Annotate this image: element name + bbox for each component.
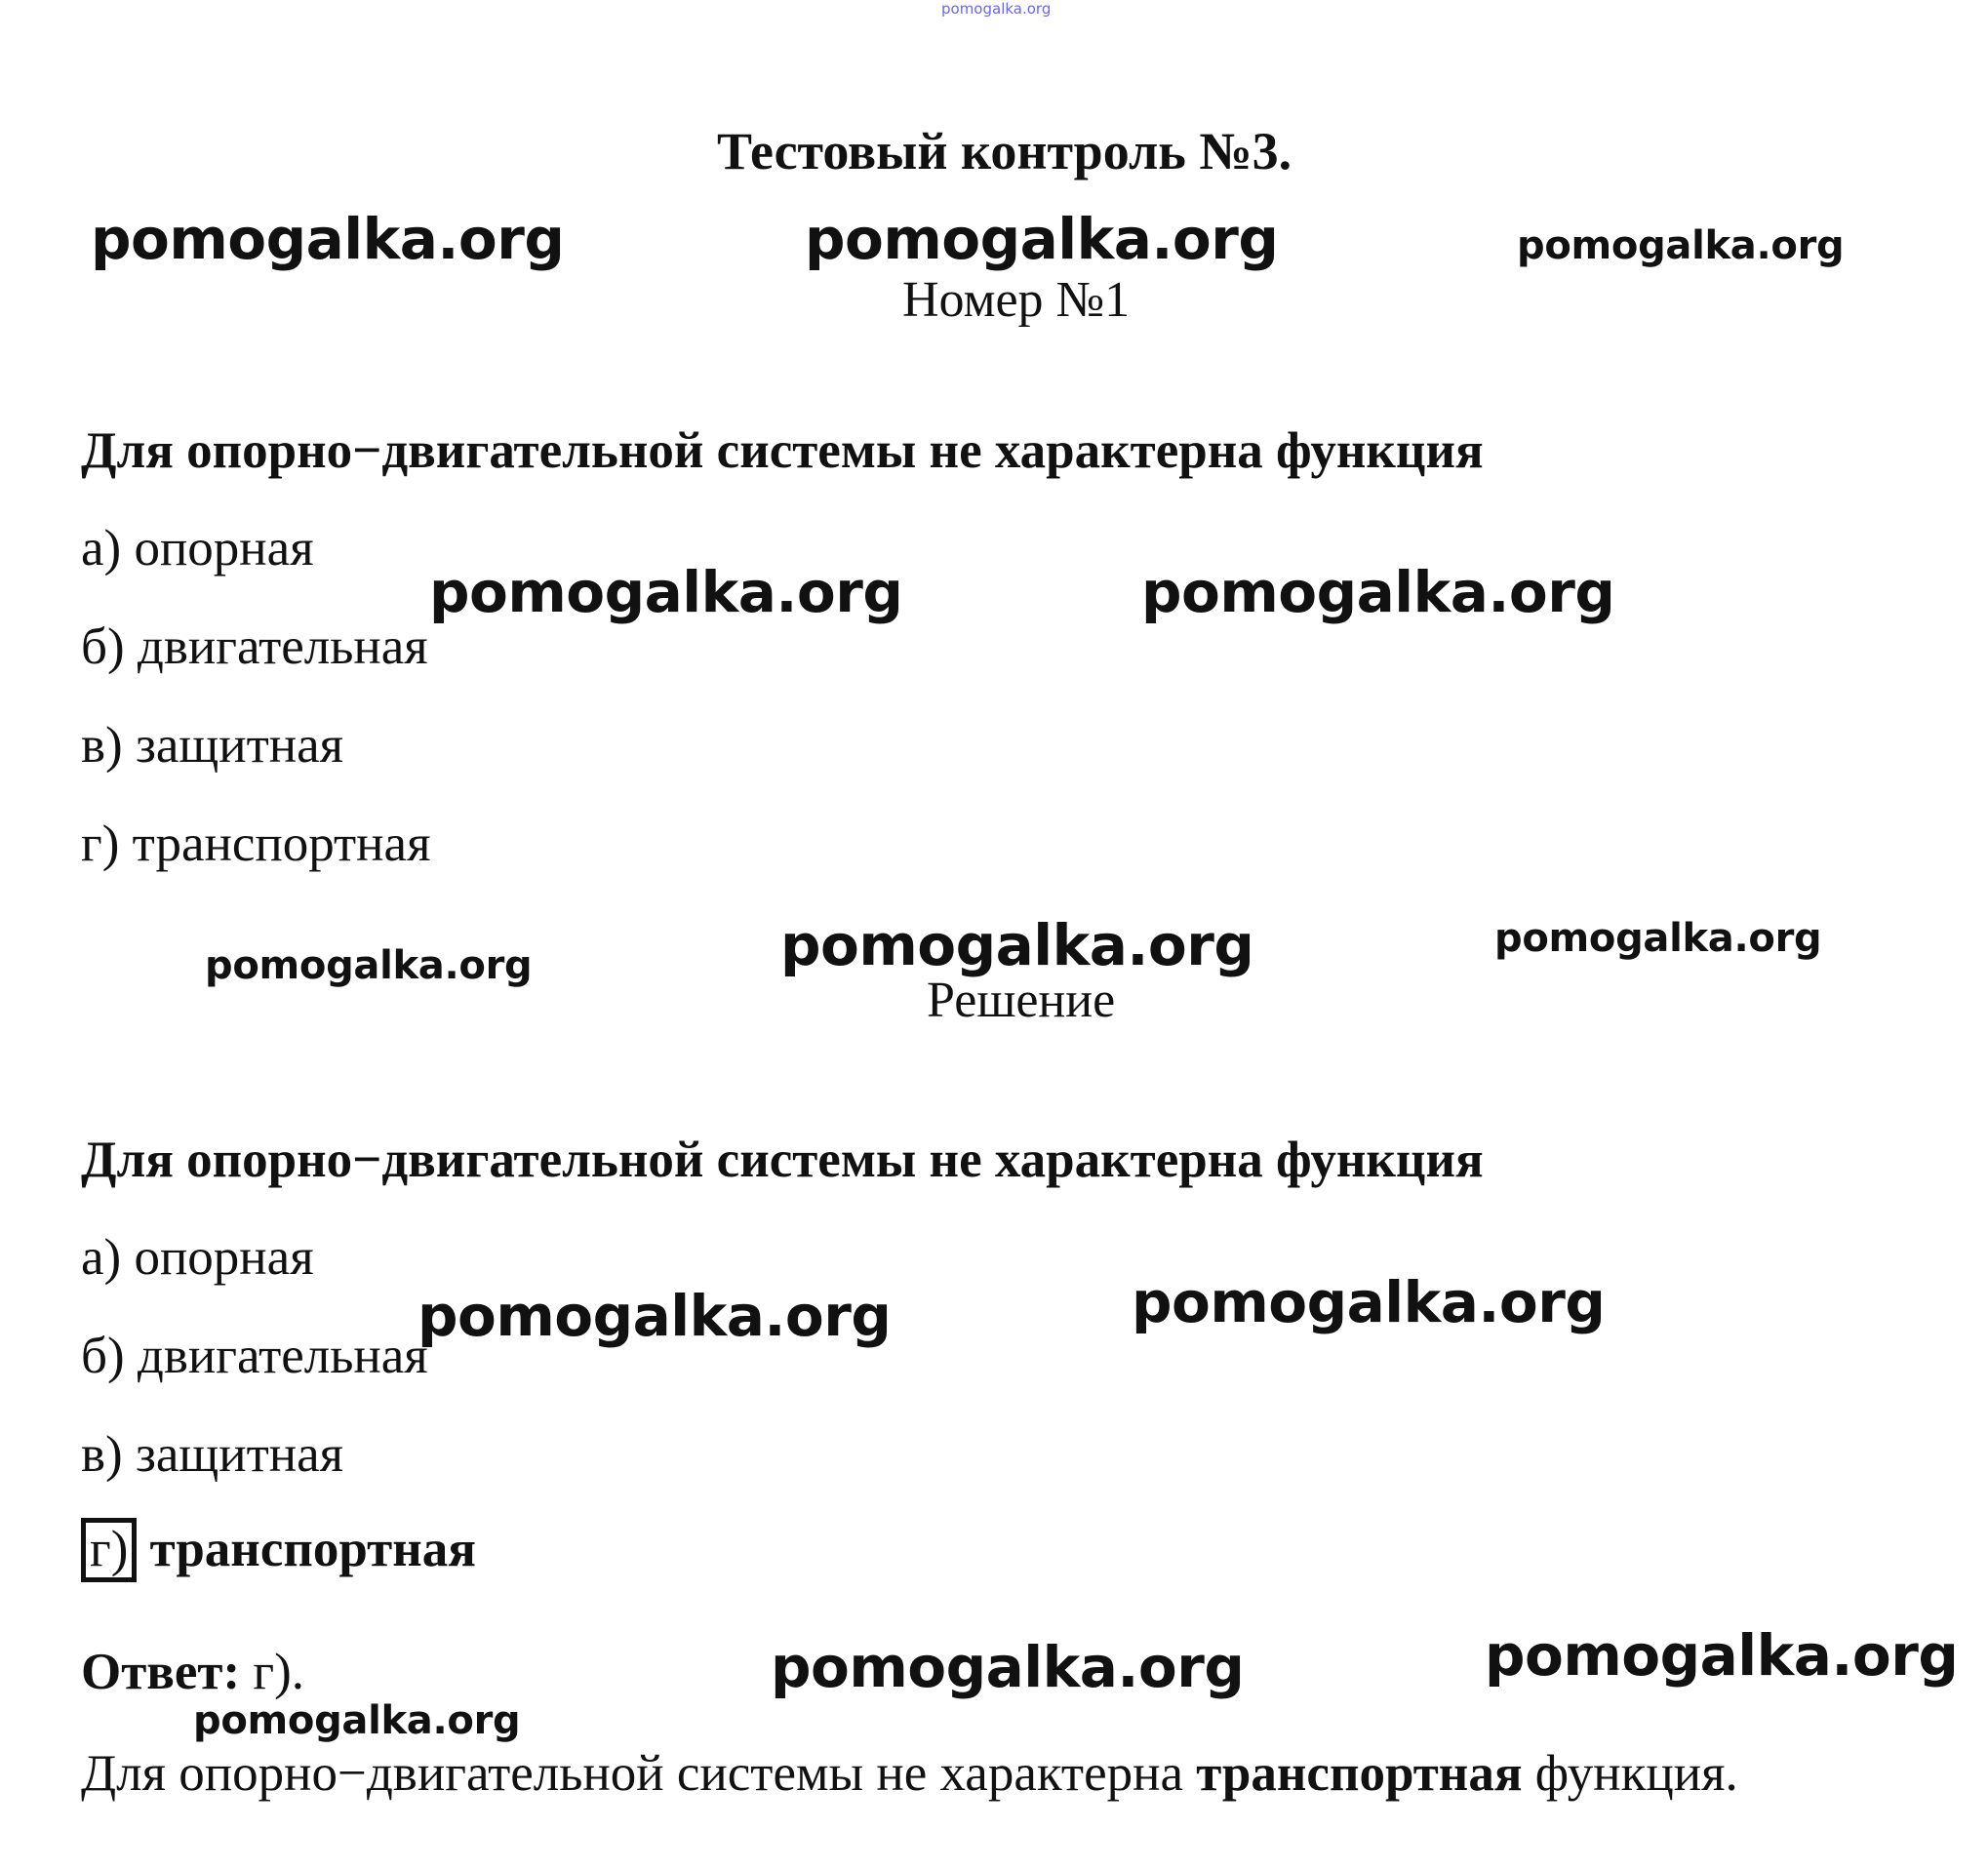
option-letter: г) [81,816,120,872]
page-title: Тестовый контроль №3. [717,122,1292,180]
task-option-d [81,818,430,870]
solution-label: Решение [927,973,1116,1028]
option-text: двигательная [137,618,428,675]
task-option-c [81,717,343,774]
watermark: pomogalka.org [780,912,1254,978]
watermark: pomogalka.org [1517,223,1845,268]
watermark: pomogalka.org [91,206,565,272]
explanation-highlight: транспортная [1196,1745,1523,1802]
watermark: pomogalka.org [805,206,1279,272]
watermark: pomogalka.org [1494,916,1822,961]
option-text: защитная [135,717,343,774]
task-number: Номер №1 [902,272,1131,328]
solution-option-d-selected [81,1518,476,1582]
option-text: опорная [134,520,314,577]
watermark: pomogalka.org [1141,559,1615,625]
watermark: pomogalka.org [417,1283,892,1349]
answer-value: г). [253,1644,304,1700]
watermark: pomogalka.org [193,1698,521,1743]
option-text: двигательная [137,1328,428,1384]
task-option-a [81,520,314,577]
task-option-b [81,618,428,675]
solution-option-a [81,1229,314,1286]
explanation-text-end: функция. [1534,1745,1738,1802]
watermark: pomogalka.org [771,1634,1245,1700]
option-letter: в) [81,1426,123,1483]
explanation-text: Для опорно−двигательной системы не характерна [81,1745,1183,1802]
solution-option-c [81,1426,343,1483]
option-text: защитная [135,1426,343,1483]
option-letter: б) [81,618,125,675]
answer-label: Ответ: [81,1644,241,1700]
option-letter: б) [81,1328,125,1384]
answer-line [81,1644,304,1700]
option-text: транспортная [132,816,431,872]
watermark: pomogalka.org [1485,1622,1959,1689]
explanation [81,1745,1738,1802]
solution-option-b [81,1328,428,1384]
task-question: Для опорно−двигательной системы не характерна функция [81,422,1484,479]
watermark: pomogalka.org [429,559,903,625]
top-watermark: pomogalka.org [941,0,1052,18]
watermark: pomogalka.org [205,943,533,988]
solution-question: Для опорно−двигательной системы не характерна функция [81,1132,1484,1188]
option-text: опорная [134,1229,314,1286]
option-letter: а) [81,1229,122,1286]
selected-answer-box: г) [81,1518,137,1582]
watermark: pomogalka.org [1132,1269,1606,1335]
option-letter: а) [81,520,122,577]
option-letter: в) [81,717,123,774]
option-text: транспортная [149,1521,476,1577]
